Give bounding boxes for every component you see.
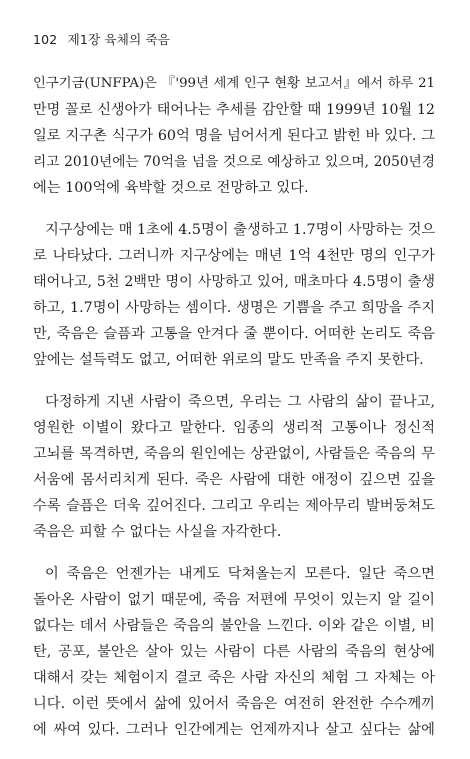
text-line: 앞에는 설득력도 없고, 어떠한 위로의 말도 만족을 주지 못한다.	[33, 352, 424, 368]
text-line: 영원한 이별이 왔다고 말한다. 임종의 생리적 고통이나 정신적	[33, 420, 435, 436]
running-header	[33, 30, 170, 48]
text-line: 태어나고, 5천 2백만 명이 사망하고 있어, 매초마다 4.5명이 출생	[33, 274, 435, 290]
text-line: 서움에 몸서리치게 된다. 죽은 사람에 대한 애정이 깊으면 깊을	[33, 472, 435, 488]
text-line: 일로 지구촌 식구가 60억 명을 넘어서게 된다고 밝힌 바 있다. 그	[33, 128, 435, 144]
paragraph-2	[33, 217, 435, 373]
text-line: 탄, 공포, 불안은 살아 있는 사람이 다른 사람의 죽음의 현상에	[33, 644, 435, 660]
text-line: 리고 2010년에는 70억을 넘을 것으로 예상하고 있으며, 2050년경	[33, 154, 435, 170]
chapter-title: 제1장 육체의 죽음	[67, 32, 171, 47]
paragraph-4	[33, 561, 435, 743]
paragraph-1	[33, 71, 435, 201]
text-line: 다정하게 지낸 사람이 죽으면, 우리는 그 사람의 삶이 끝나고,	[45, 394, 435, 410]
text-line: 에는 100억에 육박할 것으로 전망하고 있다.	[33, 180, 309, 196]
text-line: 만명 꼴로 신생아가 태어나는 추세를 감안할 때 1999년 10월 12	[33, 102, 435, 118]
text-line: 대해서 갖는 체험이지 결코 죽은 사람 자신의 체험 그 자체는 아	[33, 670, 435, 686]
text-line: 고뇌를 목격하면, 죽음의 원인에는 상관없이, 사람들은 죽음의 무	[33, 446, 435, 462]
text-line: 수록 슬픔은 더욱 깊어진다. 그리고 우리는 제아무리 발버둥쳐도	[33, 498, 435, 514]
paragraph-3	[33, 389, 435, 545]
text-line: 지구상에는 매 1초에 4.5명이 출생하고 1.7명이 사망하는 것으	[45, 222, 435, 238]
text-line: 죽음은 피할 수 없다는 사실을 자각한다.	[33, 524, 282, 540]
text-line: 인구기금(UNFPA)은 『'99년 세계 인구 현황 보고서』에서 하루 21	[33, 76, 435, 91]
text-line: 없다는 데서 사람들은 죽음의 불안을 느낀다. 이와 같은 이별, 비	[33, 618, 435, 634]
page-number: 102	[33, 32, 58, 47]
text-line: 하고, 1.7명이 사망하는 셈이다. 생명은 기쁨을 주고 희망을 주지	[33, 300, 435, 316]
text-line: 에 싸여 있다. 그러나 인간에게는 언제까지나 살고 싶다는 삶에	[33, 722, 435, 738]
text-line: 니다. 이런 뜻에서 삶에 있어서 죽음은 여전히 완전한 수수께끼	[33, 696, 435, 712]
text-line: 로 나타났다. 그러니까 지구상에는 매년 1억 4천만 명의 인구가	[33, 248, 435, 264]
text-line: 돌아온 사람이 없기 때문에, 죽음 저편에 무엇이 있는지 알 길이	[33, 592, 435, 608]
text-line: 만, 죽음은 슬픔과 고통을 안겨다 줄 뿐이다. 어떠한 논리도 죽음	[33, 326, 435, 342]
body-text	[33, 71, 435, 759]
text-line: 이 죽음은 언젠가는 내게도 닥쳐올는지 모른다. 일단 죽으면	[45, 566, 435, 582]
